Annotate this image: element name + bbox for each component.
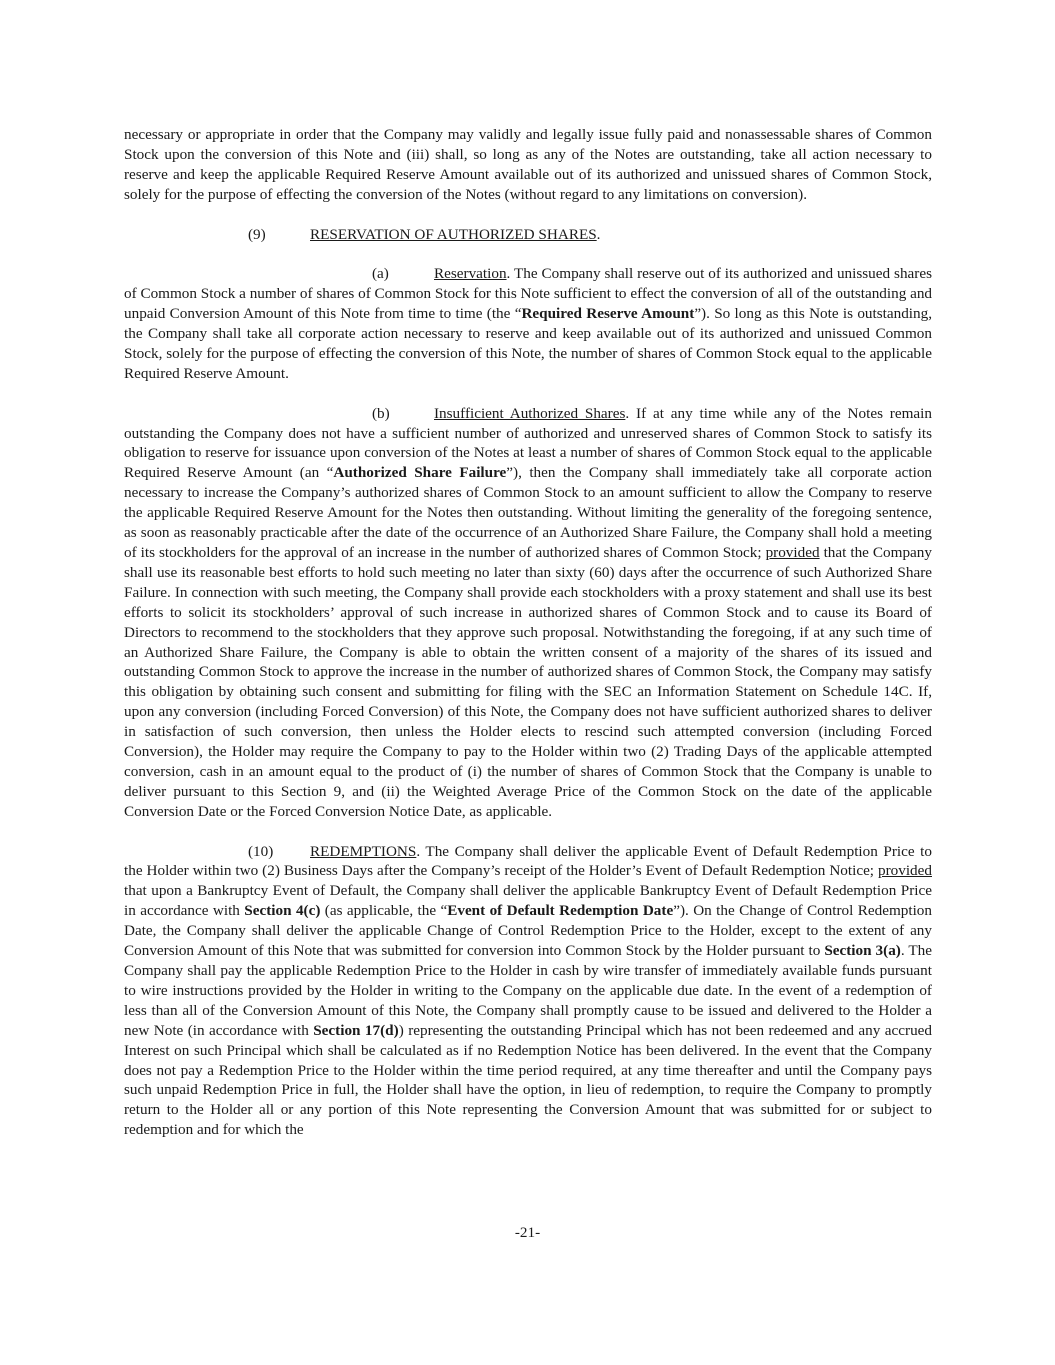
subsection-a-title: Reservation xyxy=(434,265,507,283)
subsection-b-paragraph xyxy=(124,404,932,822)
page-number: -21- xyxy=(514,1224,541,1241)
subsection-b-title: Insufficient Authorized Shares xyxy=(434,404,626,422)
section-10-text-6: ) representing the outstanding Principal which has not been redeemed and any accrued Interest on such Principal which shall be calculated as if no Redemption Notice has been delivered. In the event that the Company does not pay a Redemption Price to the Holder within the time period required, at any time thereafter and until the Company pays such unpaid Redemption Price in full, the Holder shall have the option, in lieu of redemption, to require the Company to promptly return to the Holder all or any portion of this Note representing the Conversion Amount that was submitted for or subject to redemption and for which the xyxy=(124,1021,932,1139)
section-9-title: RESERVATION OF AUTHORIZED SHARES xyxy=(310,225,597,243)
section-10-paragraph xyxy=(124,842,932,1141)
section-10-text-3: (as applicable, the “ xyxy=(320,902,448,920)
subsection-b-provided: provided xyxy=(765,543,820,561)
section-10-text-1: . The Company shall deliver the applicable Event of Default Redemption Price to the Holder within two (2) Business Days after the Company’s receipt of the Holder’s Event of Default Redemption Notice; xyxy=(124,842,932,880)
section-4c-reference: Section 4(c) xyxy=(244,902,321,920)
defined-term-required-reserve-amount: Required Reserve Amount xyxy=(521,305,695,323)
section-9-period: . xyxy=(596,225,601,243)
carryover-text: necessary or appropriate in order that the Company may validly and legally issue fully paid and nonassessable shares of Common Stock upon the conversion of this Note and (iii) shall, so long as any of the Notes are outstanding, take all action necessary to reserve and keep the applicable Required Reserve Amount available out of its authorized and unissued shares of Common Stock, solely for the purpose of effecting the conversion of the Notes (without regard to any limitations on conversion). xyxy=(124,126,932,203)
subsection-b-number: (b) xyxy=(372,404,390,422)
subsection-a-text-2: ”). So long as this Note is outstanding, the Company shall take all corporate action necessary to reserve and keep available out of its authorized and unissued Common Stock, solely for the purpose of effecting the conversion of this Note, the number of shares of Common Stock equal to the applicable Required Reserve Amount. xyxy=(124,305,932,382)
document-page xyxy=(124,125,932,1140)
subsection-a-text-1: . The Company shall reserve out of its authorized and unissued shares of Common Stock a number of shares of Common Stock for this Note sufficient to effect the conversion of all of the outstanding and unpaid Conversion Amount of this Note from time to time (the “ xyxy=(124,265,933,323)
section-9-heading xyxy=(124,225,932,245)
section-10-title: REDEMPTIONS xyxy=(310,842,417,860)
section-3a-reference: Section 3(a) xyxy=(824,942,901,960)
section-10-text-5: . The Company shall pay the applicable Redemption Price to the Holder in cash by wire transfer of immediately available funds pursuant to wire instructions provided by the Holder in writing to the Company on the applicable due date. In the event of a redemption of less than all of the Conversion Amount of this Note, the Company shall promptly cause to be issued and delivered to the Holder a new Note (in accordance with xyxy=(124,942,932,1039)
section-9-number: (9) xyxy=(248,225,266,243)
subsection-a-paragraph xyxy=(124,264,932,383)
section-10-provided: provided xyxy=(878,862,932,880)
section-10-text-4: ”). On the Change of Control Redemption Date, the Company shall deliver the applicable Change of Control Redemption Price to the Holder, except to the extent of any Conversion Amount of this Note that was submitted for conversion into Common Stock by the Holder pursuant to xyxy=(124,902,932,960)
defined-term-authorized-share-failure: Authorized Share Failure xyxy=(333,464,507,482)
subsection-b-text-2: ”), then the Company shall immediately take all corporate action necessary to increase the Company’s authorized shares of Common Stock to an amount sufficient to allow the Company to reserve the applicable Required Reserve Amount for the Notes then outstanding. Without limiting the generality of the foregoing sentence, as soon as reasonably practicable after the date of the occurrence of an Authorized Share Failure, the Company shall hold a meeting of its stockholders for the approval of an increase in the number of authorized shares of Common Stock; xyxy=(124,464,933,561)
defined-term-event-of-default-redemption-date: Event of Default Redemption Date xyxy=(447,902,674,920)
subsection-b-text-3: that the Company shall use its reasonable best efforts to hold such meeting no later than sixty (60) days after the occurrence of such Authorized Share Failure. In connection with such meeting, the Company shall provide each stockholders with a proxy statement and shall use its best efforts to solicit its stockholders’ approval of such increase in authorized shares of Common Stock and to cause its Board of Directors to recommend to the stockholders that they approve such proposal. Notwithstanding the foregoing, if at any such time of an Authorized Share Failure, the Company is able to obtain the written consent of a majority of the shares of its issued and outstanding Common Stock to approve the increase in the number of authorized shares of Common Stock, the Company may satisfy this obligation by obtaining such consent and submitting for filing with the SEC an Information Statement on Schedule 14C. If, upon any conversion (including Forced Conversion) of this Note, the Company does not have sufficient authorized shares to deliver in satisfaction of such conversion, then unless the Holder elects to rescind such attempted conversion (including Forced Conversion), the Holder may require the Company to pay to the Holder within two (2) Trading Days of the applicable attempted conversion, cash in an amount equal to the product of (i) the number of shares of Common Stock that the Company is unable to deliver pursuant to this Section 9, and (ii) the Weighted Average Price of the Common Stock on the date of the applicable Conversion Date or the Forced Conversion Notice Date, as applicable. xyxy=(124,543,932,820)
carryover-paragraph xyxy=(124,125,932,205)
section-10-number: (10) xyxy=(248,842,274,860)
section-10-text-2: that upon a Bankruptcy Event of Default, the Company shall deliver the applicable Bankruptcy Event of Default Redemption Price in accordance with xyxy=(124,882,932,920)
subsection-b-text-1: . If at any time while any of the Notes remain outstanding the Company does not have a sufficient number of authorized and unreserved shares of Common Stock to satisfy its obligation to reserve for issuance upon conversion of the Notes at least a number of shares of Common Stock equal to the applicable Required Reserve Amount (an “ xyxy=(124,404,932,482)
section-17d-reference: Section 17(d) xyxy=(313,1021,399,1039)
subsection-a-number: (a) xyxy=(372,265,389,283)
